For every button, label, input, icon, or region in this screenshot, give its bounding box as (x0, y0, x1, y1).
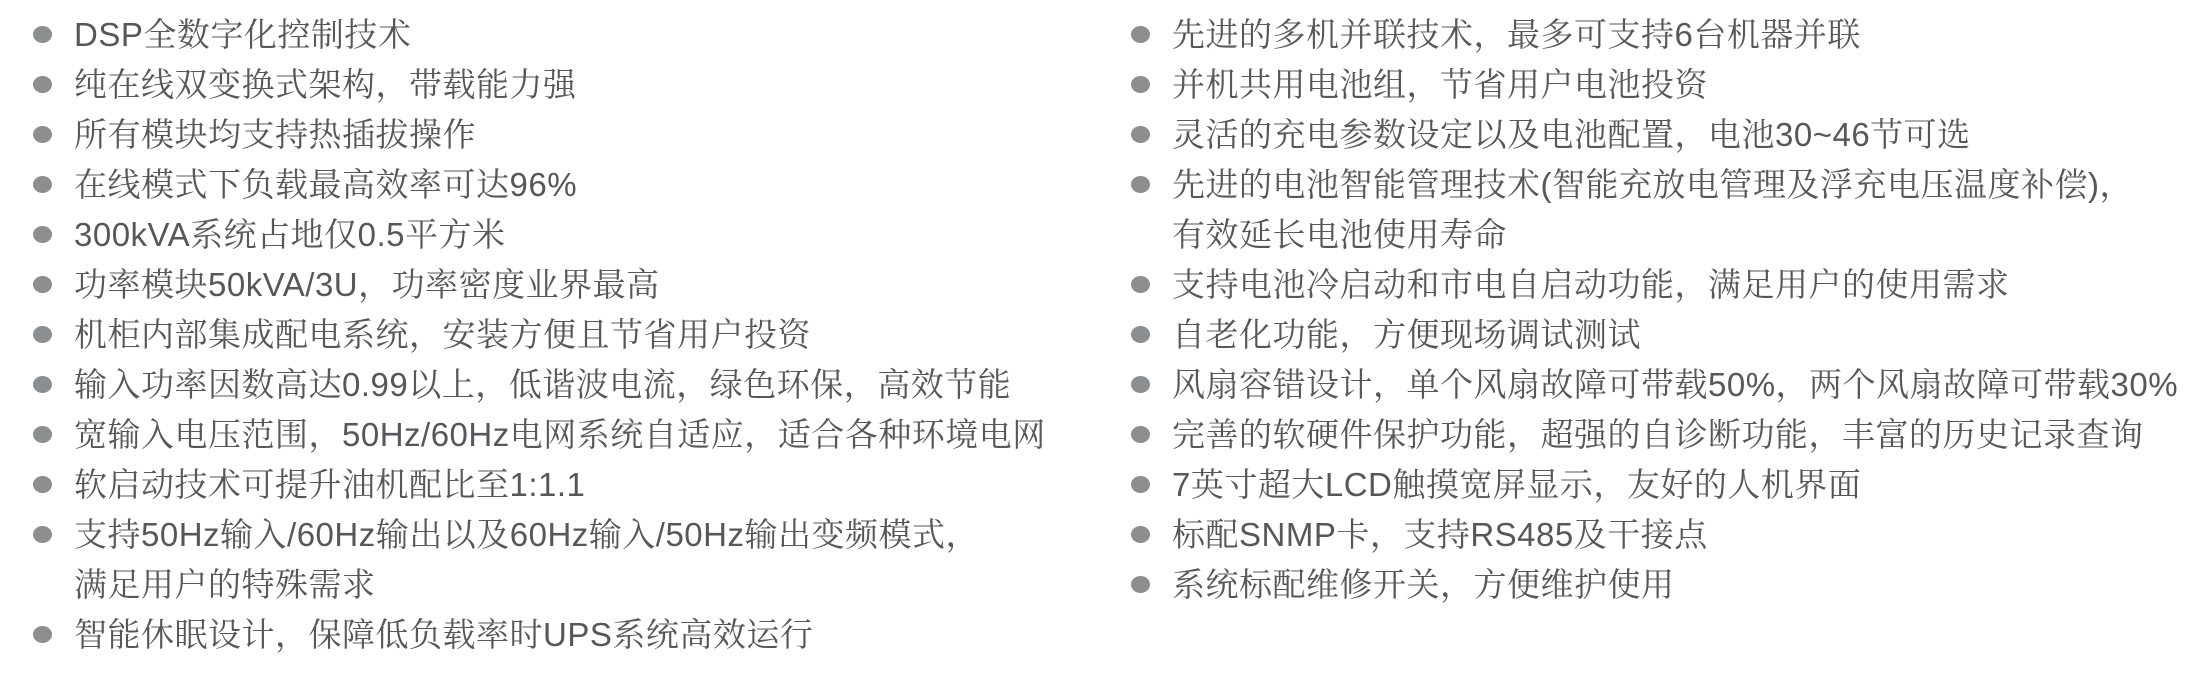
bullet-icon (33, 326, 52, 343)
bullet-icon (33, 426, 52, 443)
feature-text (74, 410, 1046, 460)
feature-text-line: 支持50Hz输入/60Hz输出以及60Hz输入/50Hz输出变频模式， (74, 516, 979, 553)
bullet-icon (33, 526, 52, 543)
bullet-icon (1131, 76, 1150, 93)
feature-text-line: 300kVA系统占地仅0.5平方米 (74, 216, 506, 253)
feature-item-right-4 (1131, 160, 2201, 260)
feature-text (74, 60, 577, 110)
bullet-icon (33, 26, 52, 43)
feature-text-line: 灵活的充电参数设定以及电池配置，电池30~46节可选 (1172, 116, 1971, 153)
bullet-icon (33, 76, 52, 93)
feature-item-right-6 (1131, 310, 2201, 360)
bullet-icon (1131, 326, 1150, 343)
bullet-icon (1131, 26, 1150, 43)
feature-text (74, 210, 506, 260)
feature-text (1172, 560, 1675, 610)
feature-text-line: 功率模块50kVA/3U，功率密度业界最高 (74, 266, 660, 303)
feature-text-line: 满足用户的特殊需求 (74, 566, 376, 603)
feature-item-left-11 (33, 510, 1093, 610)
feature-item-right-9 (1131, 460, 2201, 510)
feature-text-line: 纯在线双变换式架构，带载能力强 (74, 66, 577, 103)
bullet-icon (1131, 476, 1150, 493)
feature-text (74, 260, 660, 310)
feature-item-right-1 (1131, 10, 2201, 60)
feature-item-left-3 (33, 110, 1093, 160)
feature-list-right (1131, 10, 2201, 610)
feature-list-left (33, 10, 1093, 660)
feature-text-line: 在线模式下负载最高效率可达96% (74, 166, 578, 203)
feature-text (1172, 10, 1861, 60)
bullet-icon (1131, 176, 1150, 193)
feature-text-line: 完善的软硬件保护功能，超强的自诊断功能，丰富的历史记录查询 (1172, 416, 2144, 453)
bullet-icon (1131, 376, 1150, 393)
feature-item-right-5 (1131, 260, 2201, 310)
feature-text-line: 风扇容错设计，单个风扇故障可带载50%，两个风扇故障可带载30% (1172, 366, 2179, 403)
feature-text-line: 支持电池冷启动和市电自启动功能，满足用户的使用需求 (1172, 266, 2010, 303)
bullet-icon (33, 176, 52, 193)
feature-item-left-2 (33, 60, 1093, 110)
feature-item-left-8 (33, 360, 1093, 410)
feature-text (1172, 460, 1861, 510)
feature-text (74, 10, 411, 60)
bullet-icon (33, 126, 52, 143)
feature-item-left-7 (33, 310, 1093, 360)
feature-text (74, 460, 585, 510)
feature-text (1172, 160, 2133, 260)
feature-item-left-9 (33, 410, 1093, 460)
bullet-icon (33, 626, 52, 643)
feature-text (74, 360, 1011, 410)
bullet-icon (33, 276, 52, 293)
feature-text-line: 所有模块均支持热插拔操作 (74, 116, 476, 153)
feature-text-line: 智能休眠设计，保障低负载率时UPS系统高效运行 (74, 616, 814, 653)
feature-item-right-8 (1131, 410, 2201, 460)
feature-text (74, 310, 811, 360)
feature-item-left-6 (33, 260, 1093, 310)
feature-text-line: 自老化功能，方便现场调试测试 (1172, 316, 1641, 353)
feature-text (1172, 60, 1708, 110)
feature-text-line: 系统标配维修开关，方便维护使用 (1172, 566, 1675, 603)
feature-text (1172, 260, 2010, 310)
bullet-icon (1131, 426, 1150, 443)
feature-text (1172, 360, 2178, 410)
feature-text-line: 标配SNMP卡，支持RS485及干接点 (1172, 516, 1708, 553)
feature-item-left-4 (33, 160, 1093, 210)
feature-text-line: DSP全数字化控制技术 (74, 16, 412, 53)
feature-item-right-7 (1131, 360, 2201, 410)
feature-text-line: 7英寸超大LCD触摸宽屏显示，友好的人机界面 (1172, 466, 1862, 503)
feature-text (1172, 310, 1641, 360)
feature-text (74, 160, 577, 210)
feature-text-line: 有效延长电池使用寿命 (1172, 216, 1507, 253)
feature-text-line: 先进的多机并联技术，最多可支持6台机器并联 (1172, 16, 1861, 53)
feature-text-line: 并机共用电池组，节省用户电池投资 (1172, 66, 1708, 103)
feature-item-left-12 (33, 610, 1093, 660)
bullet-icon (33, 376, 52, 393)
bullet-icon (1131, 576, 1150, 593)
feature-text-line: 宽输入电压范围，50Hz/60Hz电网系统自适应，适合各种环境电网 (74, 416, 1046, 453)
feature-text (74, 510, 979, 610)
feature-text-line: 输入功率因数高达0.99以上，低谐波电流，绿色环保，高效节能 (74, 366, 1012, 403)
feature-item-right-10 (1131, 510, 2201, 560)
feature-item-right-11 (1131, 560, 2201, 610)
feature-item-right-3 (1131, 110, 2201, 160)
feature-item-left-10 (33, 460, 1093, 510)
feature-text-line: 机柜内部集成配电系统，安装方便且节省用户投资 (74, 316, 811, 353)
feature-text (1172, 110, 1971, 160)
feature-text (74, 610, 813, 660)
bullet-icon (33, 476, 52, 493)
feature-text-line: 先进的电池智能管理技术(智能充放电管理及浮充电压温度补偿)， (1172, 166, 2133, 203)
bullet-icon (33, 226, 52, 243)
feature-item-right-2 (1131, 60, 2201, 110)
feature-text (74, 110, 476, 160)
bullet-icon (1131, 526, 1150, 543)
feature-text (1172, 510, 1708, 560)
feature-text-line: 软启动技术可提升油机配比至1:1.1 (74, 466, 586, 503)
bullet-icon (1131, 276, 1150, 293)
feature-text (1172, 410, 2144, 460)
feature-item-left-5 (33, 210, 1093, 260)
feature-item-left-1 (33, 10, 1093, 60)
bullet-icon (1131, 126, 1150, 143)
